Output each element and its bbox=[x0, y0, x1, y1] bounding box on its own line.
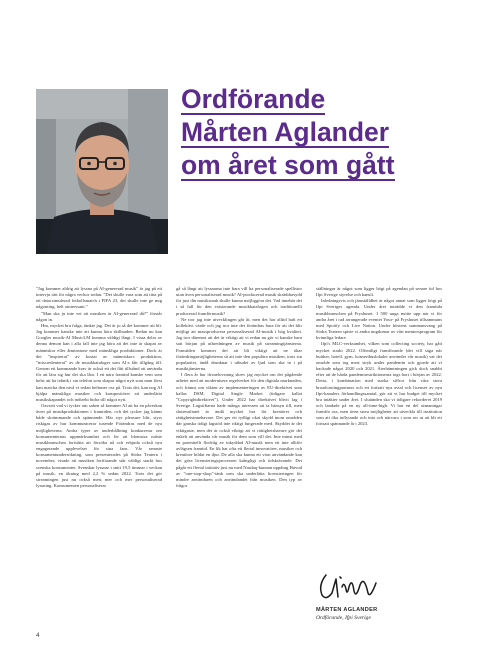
paragraph: Oavsett vad vi tycker om saken så kommer AI att ha en påverkan även på musikproduktionen i framtiden, och det tycker jag känns både skrämmande och spännande. Här styr pleasure blir, styrs riskigas av hur kommunicerar tusende Förändras med de nya möjligheterna. Andra typer av underhållning konkurrerar om konsumenternas uppmärksamhet och för att blomstra måste musikbranschen fortsätta att försöka nå och erbjuda också nya engagerande upplevelser för sina fans. Vår senaste konsumentundersökning, som presenterades på Södra Teatern i november, visade att musiken fortfarande står väldigt starkt hos svenska konsumenter. Svenskar lyssnar i snitt 19,5 timmar i veckan på musik, en ökning med 2,2 % sedan 2022. Trots det gör streamingen just nu också mest mer och mer personaliserad lyssning. Konsumenten personaliserar bbox=[36, 402, 162, 488]
headline-line-1: Ordförande bbox=[181, 84, 326, 114]
paragraph: ”Jag kommer aldrig att lyssna på AI-genererad musik” är jag på ett intervju rätt för några veckor sedan. ”Det skulle vara som att titta på ett datorsimulerad fotbollsmatch i FIFA 23, det skulle inte ge mig någonting, helt ointressant.” bbox=[36, 286, 162, 310]
paragraph: I flera år har ifrsnelovsning skrev jag mycket om det pågående arbetet med att modernisera regelverket för den digitala marknaden, och främst om vikten av implementeringen av EU-direktivet som kallas DSM, Digital Single Market (tidigare kallat ”Copyrightdirektivet”). Under 2022 har direktivet blivit lag i Sverige. Lagstiftarna hade många intressen att ta hänsyn till, men slutresultatet är ändå mycket bra för kreatörer och rättighetsinnehavare. Det ger ett tydligt okat skydd inom områden där ganska tidigt lagstöd inte riktigt fungerade med. Skyddet är det viktigaste, men det är också viktigt att vi rättighetshavare gör det enkelt att använda vår musik för dem som vill det. Inte minst med en potentiellt flodvåg av inkyddad AI-musik men ett inte alltför avlägsen framtid. En lik har ofta ett flertal innovatörer, musiker och kreatörer bildat en djur. De alla ska kunna ett visst användande kan det göra licensieringsprocessen krångligt och tidskrävande. Det pågår ett flertal initiativ just nu med Nasdaq-kunnan uppdrag Huvud av ”one-stop-shop”-tänk som ska underlätta licensieringen för mindre användaren och användandet från musiken. Den typ av frågor bbox=[176, 372, 302, 488]
page-number: 4 bbox=[36, 632, 40, 639]
headline-line-2: Mårten Aglander bbox=[181, 117, 390, 147]
author-role: Ordförande, Ifpi Sverige bbox=[316, 615, 371, 621]
page-title bbox=[181, 84, 451, 183]
author-name: MÅRTEN AGLANDER bbox=[316, 607, 378, 613]
portrait-photo bbox=[36, 89, 168, 254]
signature-icon bbox=[316, 569, 386, 603]
paragraph: Inledningsvis och jämställdhet är något annat som ligger högt på Ifpi Sveriges agenda. Under året inträdde vi den framtida musikbranschen på Fryshuset. 1 500 unga mötte upp när vi för andra året i rad arrangerade eventet Your- på Fryshuset tillsammans med Spotify och Live Nation. Under höstens sammansvang på Södra Teatern spiste vi andra ungdomar av vårt mentorsprogram för kvinnliga ledare. bbox=[316, 298, 442, 341]
paragraph: gå så långt att lyssnarna inte bara vill ha personaliserade spellistor utan även personaliserad musik? AI-producerad musik skräddarsydd för just din musiksmak skulle kunna möjliggöra det. Vad innebär det i så fall för den existerande musikkatalogen och traditionellt producerad framförmusik? bbox=[176, 286, 302, 316]
article-column-2 bbox=[176, 286, 302, 489]
article-column-3 bbox=[316, 286, 442, 428]
article-column-1 bbox=[36, 286, 162, 489]
paragraph: ”Man ska ju inte vet att musiken är AI-genererad då?” förstår någon in. bbox=[36, 310, 162, 322]
headline-line-3: om året som gått bbox=[181, 150, 395, 180]
paragraph: ställningar är något som ligger högt på agendan på senare tid hos Ifpi Sverige styrelse och kansli. bbox=[316, 286, 442, 298]
paragraph: Hm, mycket bra fråga, tänkte jag. Det är ju så det kommer att bli. Jag kommer kanske inte att kunna höra skillnaden. Redan nu kan Googles musik-AI MusicLM komma väldigt långt. I vissa delar av denna demon kan i alla fall inte jag höra att det inte är skapat av människor eller åtminstone med mänskliga produktioner. Dock är det ”inspirerat” av kostat av människors produktion, ”miscredenterat” av de musikkataloger som AI:s fått tillgång till. Genom ett kommande krav är också ett det fått tillstånd att använda för att lära sig hur det ska låta. I ett nära framtid kanske vem som helst att ha teknik i sin telefon som skapar något nytt som man först kan matcha den nivå vi redan befinner oss på. Trots det, kan nog AI hjälpa mänskliga musiker och kompositörer att underlätta musikskapandet och indirekt bidra till något nytt. bbox=[36, 322, 162, 402]
paragraph: Ne tror jag inte utvecklingen går åt, men det har alltid haft ett kollektivt värde och jag tror inte det förändras bara för att det blir möjligt att massproducera personaliserad AI-musik i hög kvalitet. Jag tror däremot att det är viktigt att vi redan nu gör vi kanske bara satt början på utbredningen av musik på streamingtjänsterna. Framtiden kommer det att bli viktigt att ne ökar förändringsmöjligheterna så att inte den populära musiken, trots sin popularitet, ändå drunknar i utbudet av ljud som ska in i på musiktjänsterna. bbox=[176, 316, 302, 372]
paragraph: Ifpi's MLC-verksamhet, vilken som collecting society, har gått mycket starkt 2022. Offentligt framförande (det vill säga när butiker, hotell, gym, konserthuslokaler använder vår musik) var det område som tog mest stryk under pandemin och gjorde att vi backade något 2020 och 2021. Återhämtningen gick dock snabbt efter att de hårda pandemirestriktionerna togs bort i början av 2022. Detta, i kombination med starka siffror från våra stora broadcastingpartners och ett fortsatt nya avtal och licenser av nya Ifpi-kanalers förhandlingssamtal, gör att vi har budget till mycket bra intäkter under året. I slutänden ska vi tidigare rekorderet 2019 och landade på en ny all-time-high. Vi har en del utmaningar framför oss, men även stora möjligheter att utveckla till institution som att öka inflytande och inta och närvaro i som ser ut att bli ett fortsatt spännande år i 2023. bbox=[316, 341, 442, 427]
